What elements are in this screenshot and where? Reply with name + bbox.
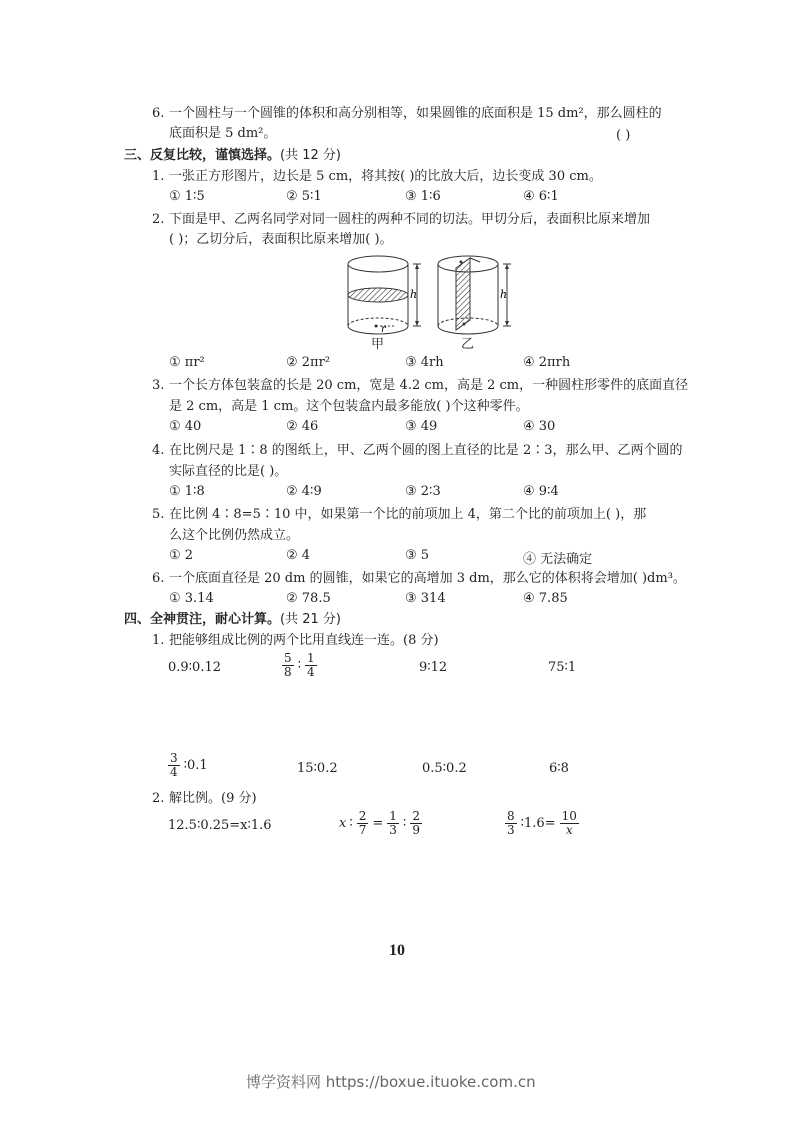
figure-label-jia: 甲 bbox=[371, 337, 385, 352]
figure-label-yi: 乙 bbox=[461, 337, 475, 352]
cylinders-figure bbox=[340, 250, 520, 355]
s3-q3-option-3[interactable]: ③ 49 bbox=[405, 419, 438, 434]
s4-q2-number: 2. bbox=[152, 791, 165, 806]
s3-q1-option-4[interactable]: ④ 6∶1 bbox=[523, 189, 559, 204]
s3-q4-line2: 实际直径的比是( )。 bbox=[169, 464, 288, 479]
s3-q5-option-1[interactable]: ① 2 bbox=[169, 548, 194, 563]
s3-q3-option-2[interactable]: ② 46 bbox=[286, 419, 319, 434]
s3-q6-option-1[interactable]: ① 3.14 bbox=[169, 591, 214, 606]
s3-q6-line1: 一个底面直径是 20 dm 的圆锥，如果它的高增加 3 dm，那么它的体积将会增加( )dm³。 bbox=[169, 571, 686, 586]
s3-q3-line1: 一个长方体包装盒的长是 20 cm，宽是 4.2 cm，高是 2 cm，一种圆柱形零件的底面直径 bbox=[169, 378, 689, 393]
s3-q4-option-1[interactable]: ① 1∶8 bbox=[169, 484, 205, 499]
ratio-top-d[interactable]: 75∶1 bbox=[548, 660, 577, 675]
s3-q6-option-3[interactable]: ③ 314 bbox=[405, 591, 446, 606]
fraction: $\frac{1}{4}$ bbox=[307, 651, 315, 679]
prev-q6-line2: 底面积是 5 dm²。 bbox=[169, 126, 277, 141]
s3-q1-line1: 一张正方形图片，边长是 5 cm，将其按( )的比放大后，边长变成 30 cm。 bbox=[169, 169, 602, 184]
fraction: $\frac{5}{8}$ bbox=[284, 651, 292, 679]
s3-q1-number: 1. bbox=[152, 169, 165, 184]
s3-q1-option-3[interactable]: ③ 1∶6 bbox=[405, 189, 441, 204]
prev-q6-number: 6. bbox=[152, 106, 165, 121]
s3-q2-option-2[interactable]: ② 2πr² bbox=[286, 355, 331, 370]
cylinder-jia-icon bbox=[348, 256, 421, 335]
section4-title: 四、全神贯注，耐心计算。 bbox=[124, 612, 281, 627]
s4-q2-text: 解比例。(9 分) bbox=[169, 791, 257, 806]
s3-q5-line2: 么这个比例仍然成立。 bbox=[169, 528, 300, 543]
s3-q4-option-3[interactable]: ③ 2∶3 bbox=[405, 484, 441, 499]
s3-q3-option-1[interactable]: ① 40 bbox=[169, 419, 202, 434]
s3-q4-option-4[interactable]: ④ 9∶4 bbox=[523, 484, 559, 499]
fraction: $\frac{2}{9}$ bbox=[412, 809, 420, 837]
section4-header bbox=[124, 611, 341, 629]
ratio-top-c[interactable]: 9∶12 bbox=[419, 660, 448, 675]
fraction: $\frac{2}{7}$ bbox=[358, 809, 367, 837]
equation-3: $\frac{8}{3}$ ∶1.6= $\frac{10}{x}$ bbox=[507, 809, 577, 837]
equation-1: 12.5∶0.25=x∶1.6 bbox=[168, 818, 272, 833]
s3-q1-option-2[interactable]: ② 5∶1 bbox=[286, 189, 322, 204]
ratio-top-a[interactable]: 0.9∶0.12 bbox=[168, 660, 222, 675]
s3-q5-number: 5. bbox=[152, 507, 165, 522]
s4-q1-text: 把能够组成比例的两个比用直线连一连。(8 分) bbox=[169, 633, 439, 648]
svg-text:r: r bbox=[381, 324, 386, 335]
s3-q2-option-4[interactable]: ④ 2πrh bbox=[523, 355, 571, 370]
s3-q3-line2: 是 2 cm，高是 1 cm。这个包装盒内最多能放( )个这种零件。 bbox=[169, 399, 529, 414]
ratio-bottom-a[interactable]: $\frac{3}{4}$ ∶0.1 bbox=[170, 751, 208, 779]
s3-q3-option-4[interactable]: ④ 30 bbox=[523, 419, 556, 434]
s3-q6-option-2[interactable]: ② 78.5 bbox=[286, 591, 331, 606]
s3-q6-number: 6. bbox=[152, 571, 165, 586]
svg-text:h: h bbox=[500, 288, 508, 301]
s3-q2-number: 2. bbox=[152, 212, 165, 227]
prev-q6-answer-paren: ( ) bbox=[616, 128, 631, 143]
s3-q3-number: 3. bbox=[152, 378, 165, 393]
s3-q5-option-2[interactable]: ② 4 bbox=[286, 548, 311, 563]
footer-watermark[interactable]: 博学资料网 https://boxue.ituoke.com.cn bbox=[246, 1073, 536, 1091]
fraction: $\frac{8}{3}$ bbox=[507, 809, 515, 837]
equation-2: x ∶ $\frac{2}{7}$ = $\frac{1}{3}$ ∶ $\frac{2}{9}$ bbox=[339, 809, 420, 837]
s3-q5-line1: 在比例 4∶8=5∶10 中，如果第一个比的前项加上 4，第二个比的前项加上( )，那 bbox=[169, 507, 647, 522]
ratio-bottom-d[interactable]: 6∶8 bbox=[549, 761, 569, 776]
svg-text:h: h bbox=[410, 288, 418, 301]
s3-q6-option-4[interactable]: ④ 7.85 bbox=[523, 591, 568, 606]
cylinder-yi-icon bbox=[438, 256, 511, 334]
fraction: $\frac{1}{3}$ bbox=[389, 809, 397, 837]
ratio-bottom-c[interactable]: 0.5∶0.2 bbox=[422, 761, 467, 776]
s3-q5-option-4[interactable]: ④ 无法确定 bbox=[523, 552, 593, 567]
fraction: $\frac{3}{4}$ bbox=[170, 751, 178, 779]
s3-q2-line2: ( )；乙切分后，表面积比原来增加( )。 bbox=[169, 232, 393, 247]
s3-q1-option-1[interactable]: ① 1∶5 bbox=[169, 189, 205, 204]
section3-title: 三、反复比较，谨慎选择。 bbox=[124, 148, 281, 163]
s3-q2-option-1[interactable]: ① πr² bbox=[169, 355, 205, 370]
section4-points: (共 21 分) bbox=[280, 612, 341, 627]
s3-q2-line1: 下面是甲、乙两名同学对同一圆柱的两种不同的切法。甲切分后，表面积比原来增加 bbox=[169, 212, 651, 227]
s3-q4-line1: 在比例尺是 1∶8 的图纸上，甲、乙两个圆的图上直径的比是 2∶3，那么甲、乙两个圆的 bbox=[169, 443, 683, 458]
page-number: 10 bbox=[389, 942, 405, 959]
ratio-bottom-b[interactable]: 15∶0.2 bbox=[297, 761, 338, 776]
prev-q6-line1: 一个圆柱与一个圆锥的体积和高分别相等，如果圆锥的底面积是 15 dm²，那么圆柱的 bbox=[169, 106, 662, 121]
s3-q4-option-2[interactable]: ② 4∶9 bbox=[286, 484, 322, 499]
s3-q2-option-3[interactable]: ③ 4rh bbox=[405, 355, 444, 370]
section3-points: (共 12 分) bbox=[280, 148, 341, 163]
s4-q1-number: 1. bbox=[152, 633, 165, 648]
fraction: $\frac{10}{x}$ bbox=[561, 809, 577, 837]
section3-header bbox=[124, 147, 341, 165]
s3-q5-option-3[interactable]: ③ 5 bbox=[405, 548, 430, 563]
s3-q4-number: 4. bbox=[152, 443, 165, 458]
ratio-top-b[interactable]: $\frac{5}{8}$ ∶ $\frac{1}{4}$ bbox=[284, 651, 315, 679]
